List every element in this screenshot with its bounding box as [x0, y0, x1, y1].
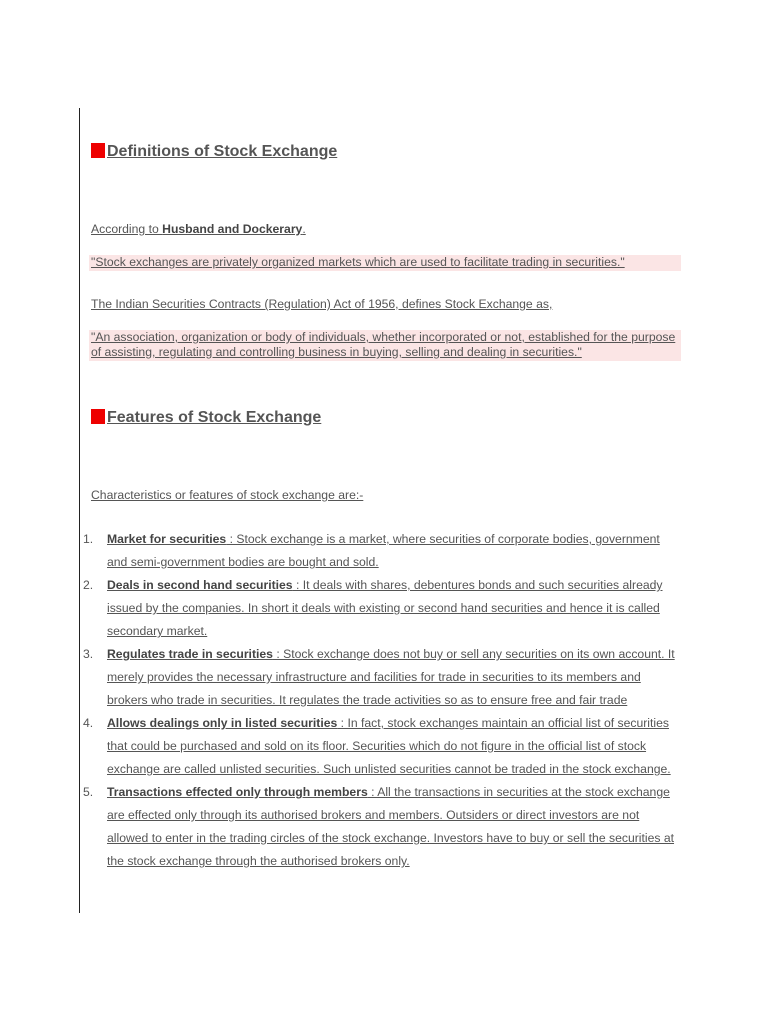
definitions-heading [91, 143, 337, 161]
act-definition-line: The Indian Securities Contracts (Regulation) Act of 1956, defines Stock Exchange as, [91, 297, 553, 311]
left-margin-line [79, 108, 80, 913]
features-title: Features of Stock Exchange [107, 409, 322, 426]
features-list [83, 528, 683, 873]
features-heading [91, 409, 321, 427]
features-intro: Characteristics or features of stock exchange are:- [91, 488, 364, 502]
list-item: 2. Deals in second hand securities : It deals with shares, debentures bonds and such securities already issued by the companies. In short it deals with existing or second hand securities and hence it is called secondary market. [83, 578, 663, 638]
quote-husband-dockerary: "Stock exchanges are privately organized markets which are used to facilitate trading in securities." [89, 255, 681, 271]
red-square-marker [91, 409, 105, 424]
list-item: 1. Market for securities : Stock exchange is a market, where securities of corporate bodies, government and semi-government bodies are bought and sold. [83, 532, 660, 569]
quote-securities-act: "An association, organization or body of individuals, whether incorporated or not, established for the purpose of assisting, regulating and controlling business in buying, selling and dealing in securities." [89, 330, 681, 361]
list-item: 4. Allows dealings only in listed securities : In fact, stock exchanges maintain an official list of securities that could be purchased and sold on its floor. Securities which do not figure in the official list of stock exchange are called unlisted securities. Such unlisted securities cannot be traded in the stock exchange. [83, 716, 671, 776]
definitions-title: Definitions of Stock Exchange [107, 143, 338, 160]
author-name: Husband and Dockerary [162, 222, 303, 236]
according-line: According to Husband and Dockerary. [91, 222, 306, 236]
list-item: 5. Transactions effected only through members : All the transactions in securities at the stock exchange are effected only through its authorised brokers and members. Outsiders or direct investors are not allowed to enter in the trading circles of the stock exchange. Investors have to buy or sell the securities at the stock exchange through the authorised brokers only. [83, 785, 675, 868]
red-square-marker [91, 143, 105, 158]
list-item: 3. Regulates trade in securities : Stock exchange does not buy or sell any securities on its own account. It merely provides the necessary infrastructure and facilities for trade in securities to its members and brokers who trade in securities. It regulates the trade activities so as to ensure free and fair trade [83, 647, 675, 707]
